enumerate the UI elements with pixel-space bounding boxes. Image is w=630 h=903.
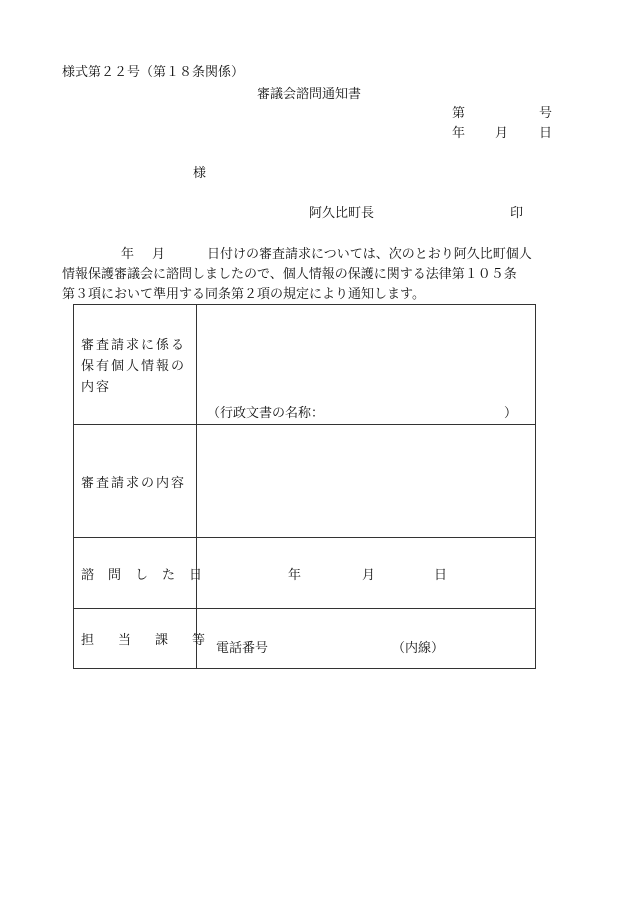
row1-label bbox=[81, 335, 186, 398]
addressee-honorific: 様 bbox=[193, 166, 207, 181]
inquiry-day: 日 bbox=[434, 568, 448, 583]
doc-number-prefix: 第 bbox=[452, 106, 466, 121]
document-title: 審議会諮問通知書 bbox=[257, 87, 362, 102]
notice-body bbox=[62, 245, 562, 305]
row1-label-line2: 保有個人情報の bbox=[81, 359, 187, 374]
row3-label-text: 諮問した日 bbox=[81, 568, 217, 583]
inquiry-month: 月 bbox=[362, 568, 376, 583]
doc-date-month: 月 bbox=[495, 126, 509, 141]
seal-mark: 印 bbox=[510, 206, 524, 221]
notice-table bbox=[73, 304, 536, 669]
row-divider bbox=[74, 608, 535, 609]
extension-label: （内線） bbox=[392, 641, 445, 656]
doc-number-suffix: 号 bbox=[539, 106, 553, 121]
column-divider bbox=[196, 305, 197, 668]
body-line3: 第３項において準用する同条第２項の規定により通知します。 bbox=[62, 287, 425, 302]
body-year: 年 bbox=[121, 247, 135, 262]
doc-name-open: （行政文書の名称： bbox=[207, 406, 325, 421]
doc-date-day: 日 bbox=[539, 126, 553, 141]
row-divider bbox=[74, 537, 535, 538]
row2-label-text: 審査請求の内容 bbox=[81, 476, 187, 491]
row4-label bbox=[81, 630, 229, 651]
row-divider bbox=[74, 424, 535, 425]
doc-date-year: 年 bbox=[452, 126, 466, 141]
form-label: 様式第２２号（第１８条関係） bbox=[62, 65, 245, 80]
sender-name: 阿久比町長 bbox=[309, 206, 375, 221]
body-line2: 情報保護審議会に諮問しましたので、個人情報の保護に関する法律第１０５条 bbox=[62, 267, 517, 282]
row1-label-line3: 内容 bbox=[81, 380, 112, 395]
inquiry-year: 年 bbox=[288, 568, 302, 583]
row4-label-text: 担当課等 bbox=[81, 633, 230, 648]
row2-label bbox=[81, 473, 186, 494]
row1-label-line1: 審査請求に係る bbox=[81, 338, 187, 353]
phone-label: 電話番号 bbox=[216, 641, 269, 656]
body-month: 月 bbox=[152, 247, 166, 262]
body-line1: 日付けの審査請求については、次のとおり阿久比町個人 bbox=[207, 247, 532, 262]
row3-label bbox=[81, 565, 216, 586]
doc-name-close: ） bbox=[504, 406, 518, 421]
